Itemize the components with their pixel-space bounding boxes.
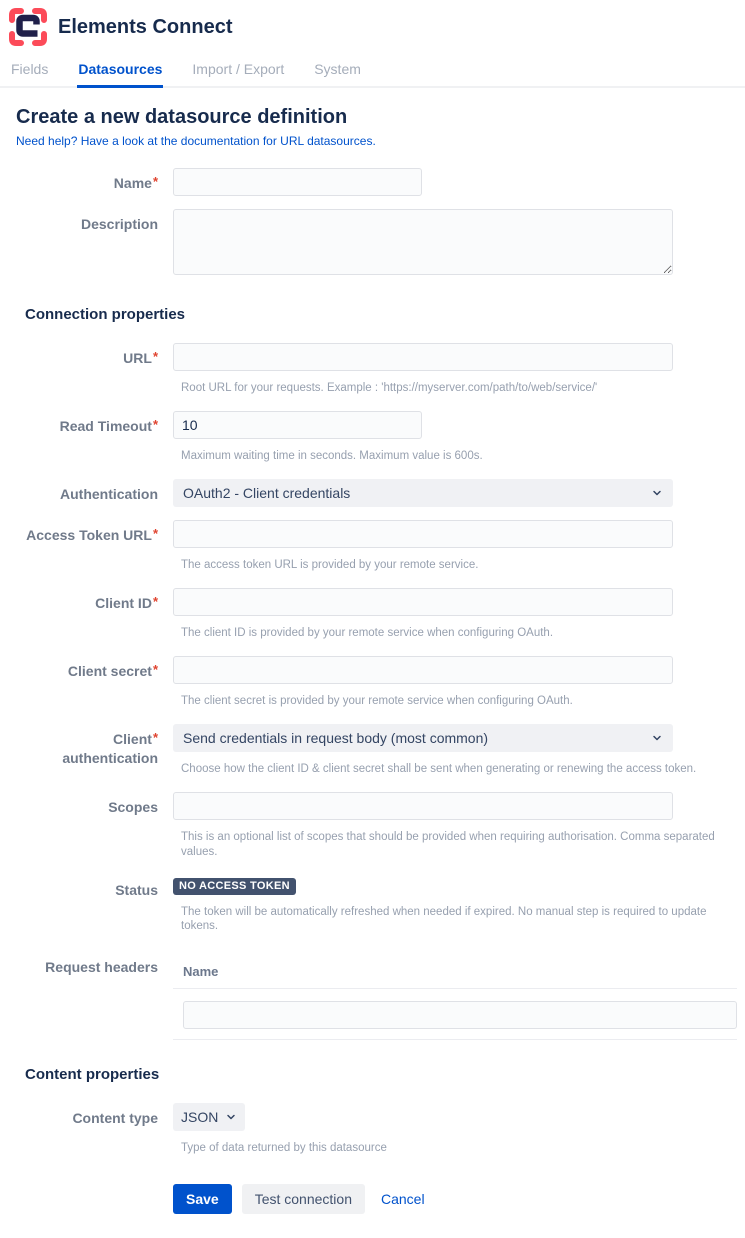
cancel-link[interactable]: Cancel [381, 1191, 425, 1208]
client-authentication-label: Client [113, 730, 152, 747]
access-token-url-input[interactable] [173, 520, 673, 548]
required-asterisk: * [152, 729, 158, 745]
required-asterisk: * [152, 661, 158, 677]
app-header [0, 0, 745, 49]
content-type-select[interactable] [173, 1103, 245, 1131]
client-authentication-hint: Choose how the client ID & client secret shall be sent when generating or renewing the access token. [181, 762, 697, 775]
tab-datasources[interactable]: Datasources [77, 55, 163, 88]
content-type-row [8, 1103, 737, 1158]
client-authentication-row [8, 724, 737, 779]
status-row [8, 875, 737, 937]
client-secret-input[interactable] [173, 656, 673, 684]
url-row [8, 343, 737, 398]
access-token-url-row [8, 520, 737, 575]
client-id-hint: The client ID is provided by your remote service when configuring OAuth. [181, 626, 554, 639]
required-asterisk: * [152, 174, 158, 189]
content-type-select-value: JSON [181, 1109, 219, 1126]
tab-fields[interactable]: Fields [11, 61, 49, 77]
description-label: Description [80, 216, 158, 232]
tab-system[interactable]: System [314, 61, 361, 77]
name-row [8, 168, 737, 196]
content-properties-heading: Content properties [25, 1066, 160, 1084]
client-authentication-label-line2: authentication [62, 749, 158, 766]
url-hint: Root URL for your requests. Example : 'https://myserver.com/path/to/web/service/' [181, 382, 598, 394]
request-header-row [173, 989, 737, 1040]
access-token-url-hint: The access token URL is provided by your remote service. [181, 558, 479, 571]
name-label: Name [113, 175, 152, 191]
save-button[interactable]: Save [173, 1184, 232, 1214]
content-type-hint: Type of data returned by this datasource [181, 1142, 387, 1155]
scopes-label: Scopes [108, 798, 158, 815]
content-type-label: Content type [72, 1110, 158, 1127]
required-asterisk: * [152, 416, 158, 432]
page-title: Create a new datasource definition [16, 106, 348, 128]
read-timeout-label: Read Timeout [59, 417, 152, 434]
client-secret-label: Client secret [67, 662, 152, 679]
description-row [8, 209, 737, 280]
request-headers-label: Request headers [45, 959, 158, 976]
authentication-row [8, 479, 737, 507]
scopes-row [8, 792, 737, 862]
chevron-down-icon [651, 732, 663, 744]
status-badge: NO ACCESS TOKEN [173, 878, 296, 895]
description-textarea[interactable] [173, 209, 673, 275]
authentication-label: Authentication [60, 485, 158, 502]
request-header-name-input[interactable] [183, 1001, 737, 1029]
client-secret-row [8, 656, 737, 711]
access-token-url-label: Access Token URL [26, 526, 152, 543]
read-timeout-row [8, 411, 737, 466]
client-authentication-select[interactable] [173, 724, 673, 752]
name-input[interactable] [173, 168, 422, 196]
request-headers-table [173, 956, 737, 1040]
status-hint: The token will be automatically refreshed when needed if expired. No manual step is required to update tokens. [181, 905, 707, 933]
scopes-input[interactable] [173, 792, 673, 820]
test-connection-button[interactable]: Test connection [242, 1184, 365, 1214]
form-actions [173, 1184, 737, 1214]
authentication-select-value: OAuth2 - Client credentials [183, 484, 351, 501]
required-asterisk: * [152, 525, 158, 541]
chevron-down-icon [651, 487, 663, 499]
nav-tabs [0, 55, 745, 88]
url-label: URL [123, 350, 152, 366]
client-id-row [8, 588, 737, 643]
read-timeout-hint: Maximum waiting time in seconds. Maximum value is 600s. [181, 449, 483, 462]
client-id-input[interactable] [173, 588, 673, 616]
request-headers-column-name: Name [173, 956, 737, 989]
required-asterisk: * [152, 349, 158, 364]
required-asterisk: * [152, 593, 158, 609]
status-label: Status [115, 881, 158, 898]
chevron-down-icon [225, 1111, 237, 1123]
client-secret-hint: The client secret is provided by your remote service when configuring OAuth. [181, 694, 573, 707]
read-timeout-input[interactable] [173, 411, 422, 439]
datasource-form [0, 150, 745, 1214]
client-authentication-select-value: Send credentials in request body (most common) [183, 729, 489, 746]
connection-properties-heading: Connection properties [25, 306, 186, 323]
scopes-hint: This is an optional list of scopes that should be provided when requiring authorisation. Comma separated values. [181, 830, 715, 858]
url-input[interactable] [173, 343, 673, 371]
request-headers-row [8, 956, 737, 1040]
client-id-label: Client ID [95, 594, 152, 611]
app-title: Elements Connect [58, 15, 233, 38]
authentication-select[interactable] [173, 479, 673, 507]
tab-import-export[interactable]: Import / Export [192, 61, 285, 77]
elements-connect-logo-icon [8, 7, 48, 47]
documentation-help-link[interactable]: Need help? Have a look at the documentation for URL datasources. [16, 134, 376, 148]
